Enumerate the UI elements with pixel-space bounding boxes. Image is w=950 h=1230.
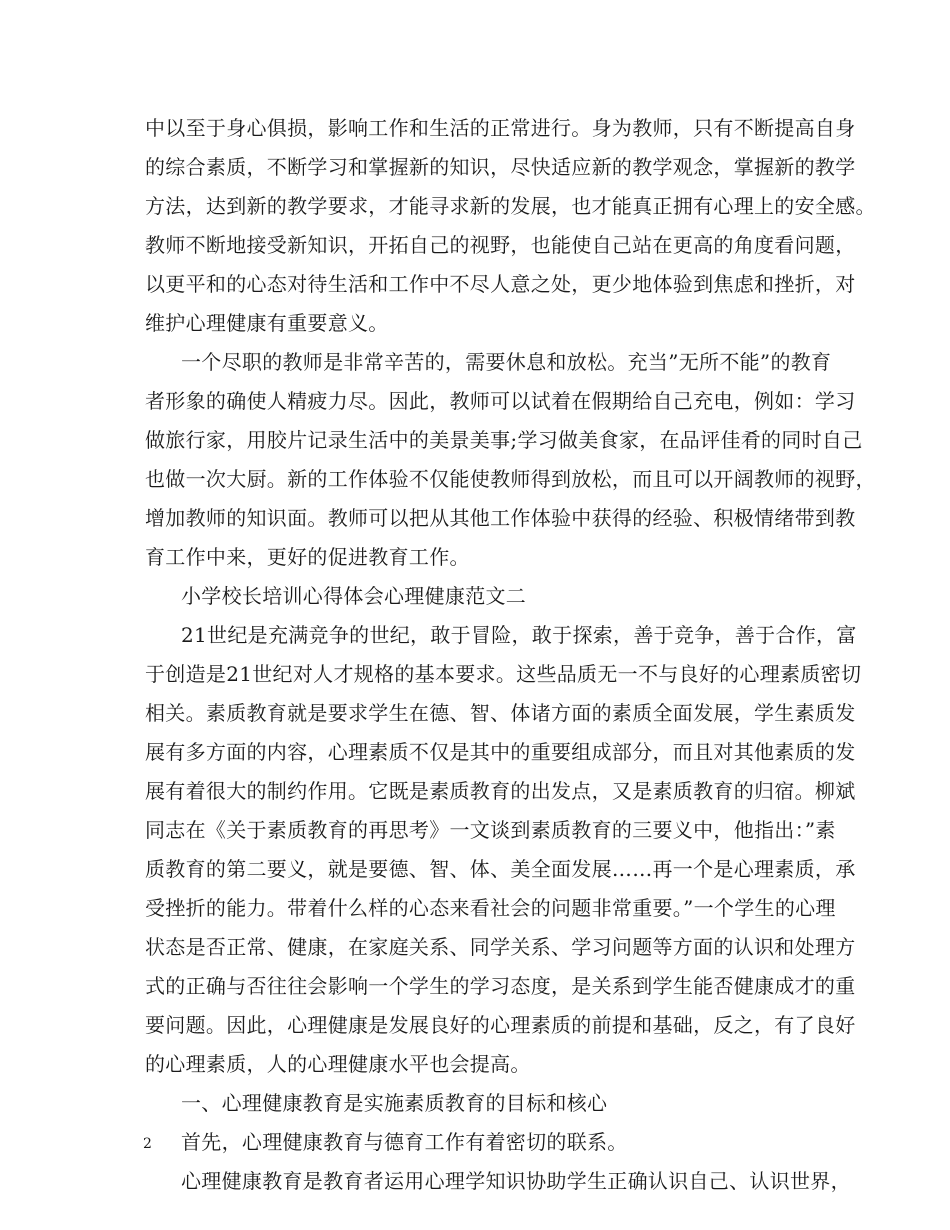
- text-line: 以更平和的心态对待生活和工作中不尽人意之处，更少地体验到焦虑和挫折，对: [145, 272, 856, 296]
- text-line: 于创造是21世纪对人才规格的基本要求。这些品质无一不与良好的心理素质密切: [145, 662, 862, 686]
- text-line: 质教育的第二要义，就是要德、智、体、美全面发展……再一个是心理素质，承: [145, 857, 856, 881]
- page-number: 2: [143, 1136, 152, 1152]
- text-line: 相关。素质教育就是要求学生在德、智、体诸方面的素质全面发展，学生素质发: [145, 701, 856, 725]
- text-line: 21世纪是充满竞争的世纪，敢于冒险，敢于探索，善于竞争，善于合作，富: [181, 623, 857, 647]
- text-line: 一个尽职的教师是非常辛苦的，需要休息和放松。充当”无所不能”的教育: [181, 350, 832, 374]
- text-line: 展有着很大的制约作用。它既是素质教育的出发点，又是素质教育的归宿。柳斌: [145, 779, 856, 803]
- text-line: 的心理素质，人的心理健康水平也会提高。: [145, 1052, 531, 1076]
- text-line: 受挫折的能力。带着什么样的心态来看社会的问题非常重要。”一个学生的心理: [145, 896, 836, 920]
- text-line: 增加教师的知识面。教师可以把从其他工作体验中获得的经验、积极情绪带到教: [145, 506, 856, 530]
- text-line: 的综合素质，不断学习和掌握新的知识，尽快适应新的教学观念，掌握新的教学: [145, 155, 856, 179]
- text-line: 要问题。因此，心理健康是发展良好的心理素质的前提和基础，反之，有了良好: [145, 1013, 856, 1037]
- text-line: 育工作中来，更好的促进教育工作。: [145, 545, 470, 569]
- text-line: 者形象的确使人精疲力尽。因此，教师可以试着在假期给自己充电，例如：学习: [145, 389, 856, 413]
- text-line: 也做一次大厨。新的工作体验不仅能使教师得到放松，而且可以开阔教师的视野，: [145, 467, 876, 491]
- text-line: 展有多方面的内容，心理素质不仅是其中的重要组成部分，而且对其他素质的发: [145, 740, 856, 764]
- text-line: 同志在《关于素质教育的再思考》一文谈到素质教育的三要义中，他指出：”素: [145, 818, 836, 842]
- text-line: 维护心理健康有重要意义。: [145, 311, 389, 335]
- section-heading: 一、心理健康教育是实施素质教育的目标和核心: [181, 1091, 608, 1115]
- text-line: 心理健康教育是教育者运用心理学知识协助学生正确认识自己、认识世界，: [181, 1169, 851, 1193]
- text-line: 状态是否正常、健康，在家庭关系、同学关系、学习问题等方面的认识和处理方: [145, 935, 856, 959]
- text-line: 做旅行家，用胶片记录生活中的美景美事;学习做美食家，在品评佳肴的同时自己: [145, 428, 863, 452]
- section-heading: 小学校长培训心得体会心理健康范文二: [181, 584, 527, 608]
- text-line: 教师不断地接受新知识，开拓自己的视野，也能使自己站在更高的角度看问题，: [145, 233, 856, 257]
- text-line: 中以至于身心俱损，影响工作和生活的正常进行。身为教师，只有不断提高自身: [145, 116, 856, 140]
- text-line: 方法，达到新的教学要求，才能寻求新的发展，也才能真正拥有心理上的安全感。: [145, 194, 876, 218]
- text-line: 式的正确与否往往会影响一个学生的学习态度，是关系到学生能否健康成才的重: [145, 974, 856, 998]
- text-line: 首先，心理健康教育与德育工作有着密切的联系。: [181, 1130, 628, 1154]
